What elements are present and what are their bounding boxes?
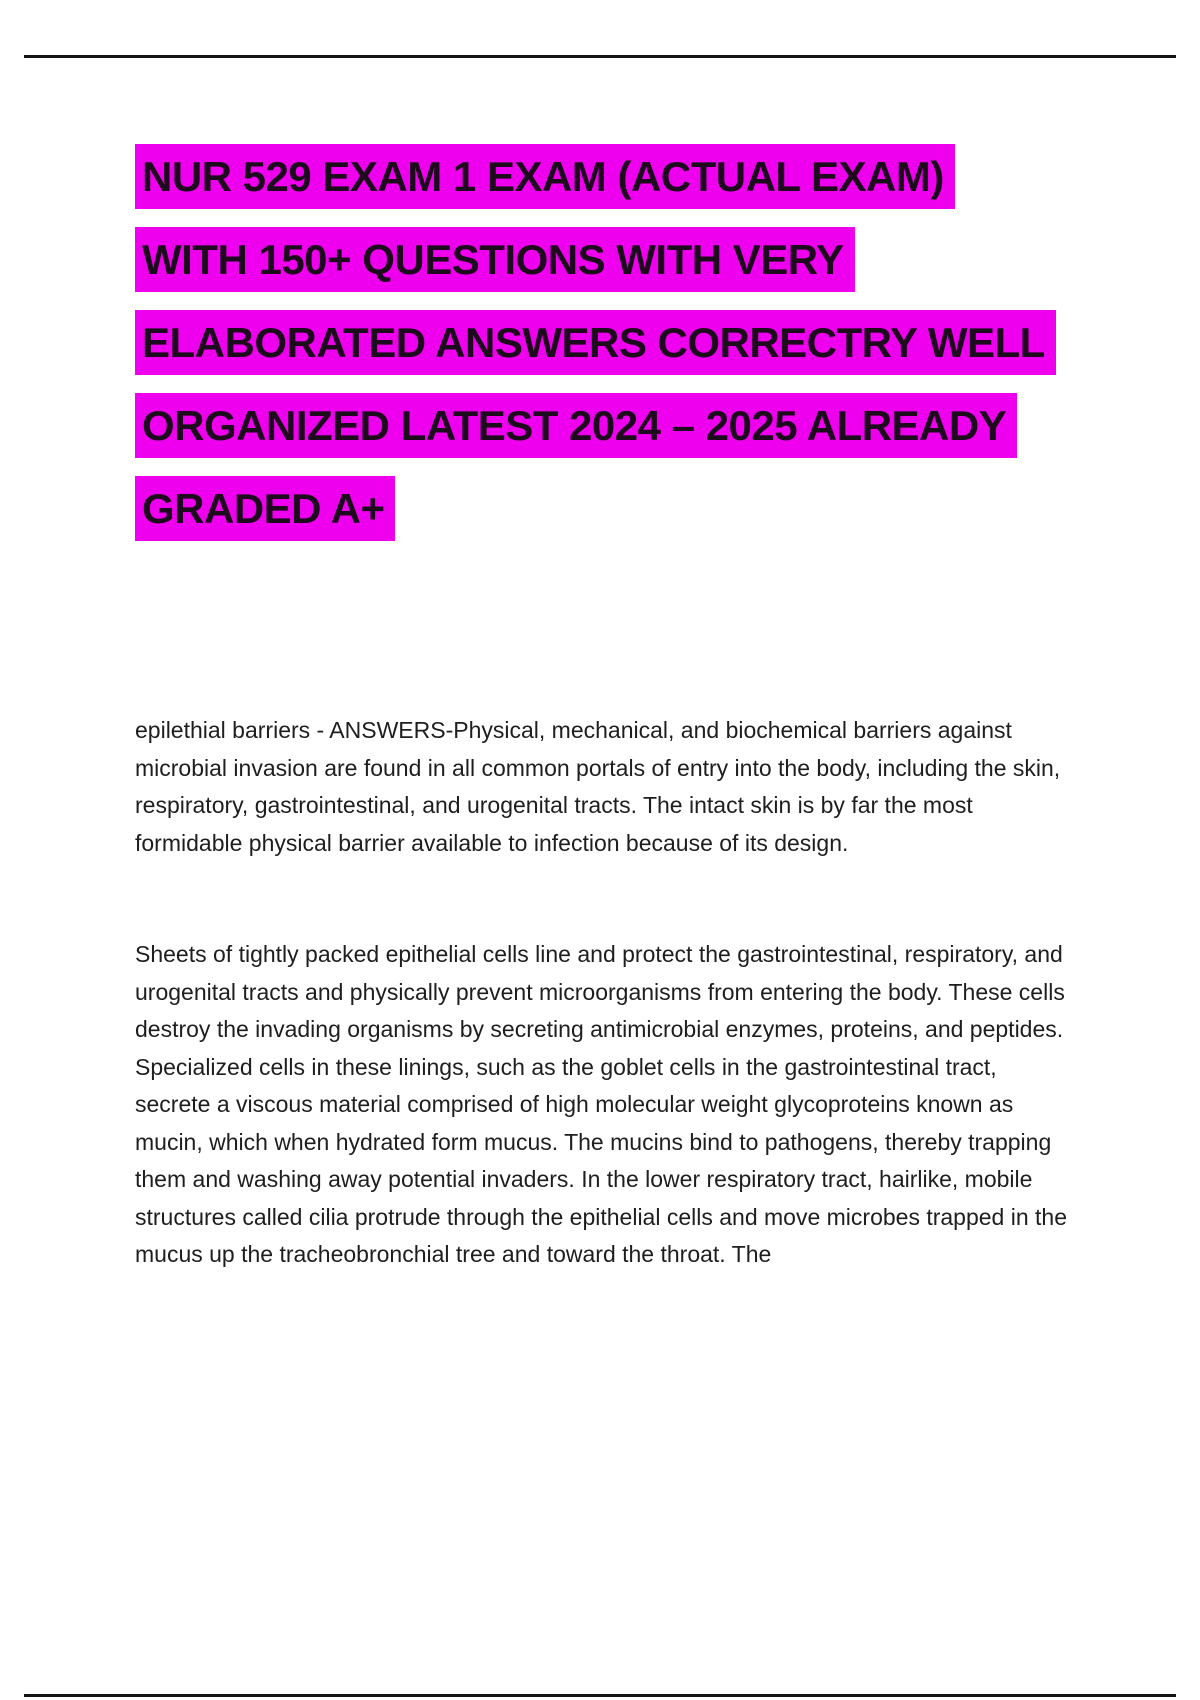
- paragraph: epilethial barriers - ANSWERS-Physical, mechanical, and biochemical barriers against microbial invasion are found in all common portals of entry into the body, including the skin, respiratory, gastrointestinal, and urogenital tracts. The intact skin is by far the most formidable physical barrier available to infection because of its design.: [135, 717, 1061, 856]
- title-line: [135, 472, 1125, 555]
- title-highlight: ELABORATED ANSWERS CORRECTRY WELL: [135, 310, 1056, 375]
- title-highlight: NUR 529 EXAM 1 EXAM (ACTUAL EXAM): [135, 144, 955, 209]
- title-line: [135, 140, 1125, 223]
- top-rule: [24, 55, 1176, 58]
- title-line: [135, 389, 1125, 472]
- document-body: [135, 712, 1073, 1274]
- title-highlight: GRADED A+: [135, 476, 395, 541]
- title-highlight: WITH 150+ QUESTIONS WITH VERY: [135, 227, 855, 292]
- title-line: [135, 223, 1125, 306]
- bottom-rule: [24, 1694, 1176, 1697]
- page-title: [135, 140, 1125, 555]
- title-highlight: ORGANIZED LATEST 2024 – 2025 ALREADY: [135, 393, 1017, 458]
- title-line: [135, 306, 1125, 389]
- paragraph: Sheets of tightly packed epithelial cells line and protect the gastrointestinal, respiratory, and urogenital tracts and physically prevent microorganisms from entering the body. These cells destroy the invading organisms by secreting antimicrobial enzymes, proteins, and peptides. Specialized cells in these linings, such as the goblet cells in the gastrointestinal tract, secrete a viscous material comprised of high molecular weight glycoproteins known as mucin, which when hydrated form mucus. The mucins bind to pathogens, thereby trapping them and washing away potential invaders. In the lower respiratory tract, hairlike, mobile structures called cilia protrude through the epithelial cells and move microbes trapped in the mucus up the tracheobronchial tree and toward the throat. The: [135, 941, 1068, 1267]
